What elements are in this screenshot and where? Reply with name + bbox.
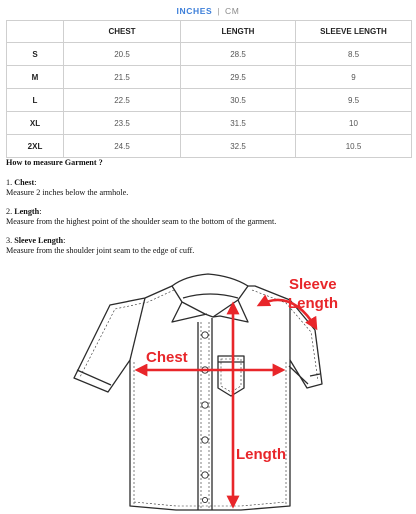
size-cell: S	[7, 43, 64, 66]
sleeve-label-line1: Sleeve	[289, 276, 337, 293]
measure-item-length	[6, 207, 406, 227]
measure-item-number: 3.	[6, 236, 13, 245]
table-row	[7, 43, 412, 66]
chest-cell: 22.5	[64, 89, 181, 112]
sleeve-cell: 9.5	[296, 89, 412, 112]
table-row	[7, 66, 412, 89]
measure-item-term: Sleeve Length	[14, 236, 64, 245]
table-row	[7, 135, 412, 158]
length-cell: 30.5	[181, 89, 296, 112]
size-cell: M	[7, 66, 64, 89]
size-chart-table	[6, 20, 412, 158]
chest-cell: 23.5	[64, 112, 181, 135]
shirt-measurement-diagram	[60, 260, 360, 514]
unit-cm-tab[interactable]: CM	[225, 6, 240, 16]
chest-label: Chest	[146, 349, 188, 366]
sleeve-cell: 10	[296, 112, 412, 135]
unit-inches-tab[interactable]: INCHES	[176, 6, 213, 16]
chest-cell: 21.5	[64, 66, 181, 89]
table-header-row	[7, 21, 412, 43]
header-chest: CHEST	[64, 21, 181, 43]
measure-item-number: 2.	[6, 207, 13, 216]
sleeve-cell: 10.5	[296, 135, 412, 158]
chest-cell: 20.5	[64, 43, 181, 66]
size-cell: 2XL	[7, 135, 64, 158]
measure-item-text: Measure from the highest point of the shoulder seam to the bottom of the garment.	[6, 217, 277, 226]
header-size	[7, 21, 64, 43]
sleeve-cell: 9	[296, 66, 412, 89]
measure-item-colon: :	[39, 207, 42, 216]
length-cell: 28.5	[181, 43, 296, 66]
measure-item-colon: :	[63, 236, 66, 245]
measure-item-term: Length	[14, 207, 40, 216]
table-row	[7, 89, 412, 112]
measure-guide-title: How to measure Garment ?	[6, 158, 103, 167]
size-cell: XL	[7, 112, 64, 135]
length-label: Length	[236, 446, 286, 463]
unit-toggle	[0, 6, 416, 16]
length-cell: 32.5	[181, 135, 296, 158]
measure-item-number: 1.	[6, 178, 13, 187]
shirt-outline	[74, 274, 322, 510]
measure-item-sleeve-length	[6, 236, 406, 256]
size-cell: L	[7, 89, 64, 112]
length-cell: 29.5	[181, 66, 296, 89]
header-length: LENGTH	[181, 21, 296, 43]
measure-item-colon: :	[34, 178, 37, 187]
sleeve-cell: 8.5	[296, 43, 412, 66]
measure-item-chest	[6, 178, 406, 198]
measure-item-text: Measure from the shoulder joint seam to the edge of cuff.	[6, 246, 195, 255]
sleeve-label-line2: Length	[288, 295, 338, 312]
header-sleeve-length: SLEEVE LENGTH	[296, 21, 412, 43]
unit-separator: |	[217, 6, 221, 16]
measure-item-term: Chest	[14, 178, 35, 187]
chest-cell: 24.5	[64, 135, 181, 158]
measure-item-text: Measure 2 inches below the armhole.	[6, 188, 129, 197]
table-row	[7, 112, 412, 135]
length-cell: 31.5	[181, 112, 296, 135]
